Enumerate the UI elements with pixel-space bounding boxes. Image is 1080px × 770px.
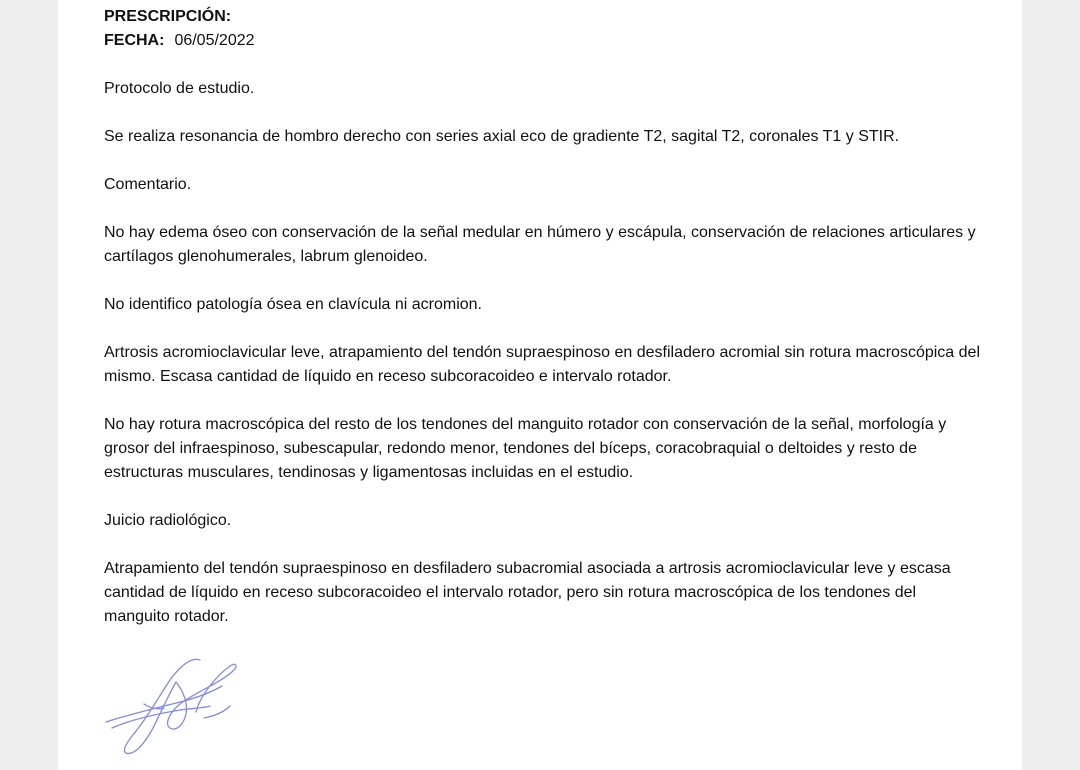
prescription-label: PRESCRIPCIÓN: [104,8,232,25]
date-line [104,29,984,53]
finding-rotator-cuff: No hay rotura macroscópica del resto de los tendones del manguito rotador con conservación de la señal, morfología y grosor del infraespinoso, subescapular, redondo menor, tendones del bíceps, coracobraquial o deltoides y resto de estructuras musculares, tendinosas y ligamentosas incluidas en el estudio. [104,416,947,481]
finding-bone-edema: No hay edema óseo con conservación de la señal medular en húmero y escápula, conservación de relaciones articulares y cartílagos glenohumerales, labrum glenoideo. [104,224,976,265]
finding-arthrosis: Artrosis acromioclavicular leve, atrapamiento del tendón supraespinoso en desfiladero acromial sin rotura macroscópica del mismo. Escasa cantidad de líquido en receso subcoracoideo e intervalo rotador. [104,344,980,385]
date-value: 06/05/2022 [174,32,255,49]
document-page [58,0,1022,770]
handwritten-signature [104,652,244,757]
date-label: FECHA: [104,32,165,49]
radiological-conclusion: Atrapamiento del tendón supraespinoso en desfiladero subacromial asociada a artrosis acromioclavicular leve y escasa cantidad de líquido en receso subcoracoideo el intervalo rotador, pero sin rotura macroscópica de los tendones del manguito rotador. [104,560,951,625]
comment-heading: Comentario. [104,176,192,193]
radiological-judgment-heading: Juicio radiológico. [104,512,232,529]
finding-clavicle: No identifico patología ósea en clavícula ni acromion. [104,296,482,313]
study-description: Se realiza resonancia de hombro derecho con series axial eco de gradiente T2, sagital T2, coronales T1 y STIR. [104,128,900,145]
study-protocol-heading: Protocolo de estudio. [104,80,255,97]
report-content [104,5,984,653]
